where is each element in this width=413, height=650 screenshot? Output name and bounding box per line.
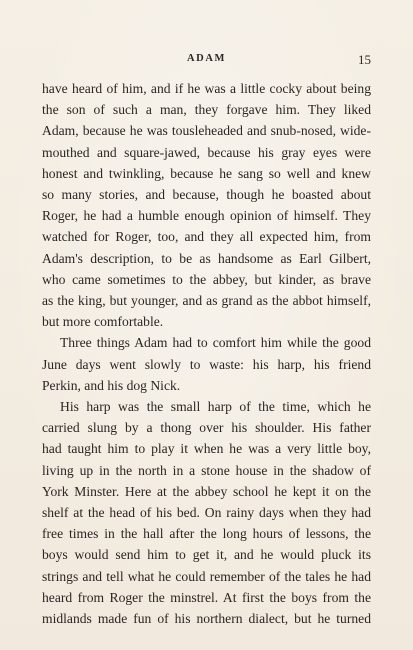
text-line: watched for Roger, too, and they all expected him, from bbox=[42, 229, 371, 245]
text-line: midlands made fun of his northern dialect, but he turned bbox=[42, 611, 371, 627]
text-line: Adam, because he was tousleheaded and snub-nosed, wide- bbox=[42, 123, 371, 139]
text-line: carried slung by a thong over his shoulder. His father bbox=[42, 420, 371, 436]
text-line: mouthed and square-jawed, because his gray eyes were bbox=[42, 144, 371, 160]
text-line: living up in the north in a stone house in the shadow of bbox=[42, 462, 371, 478]
page-number: 15 bbox=[358, 52, 371, 67]
text-line: His harp was the small harp of the time, which he bbox=[60, 399, 371, 415]
paragraph-3 bbox=[42, 396, 371, 629]
text-line: Three things Adam had to comfort him while the good bbox=[60, 335, 371, 351]
text-line: honest and twinkling, because he sang so well and knew bbox=[42, 165, 371, 181]
paragraph-1 bbox=[42, 78, 371, 332]
text-line: had taught him to play it when he was a very little boy, bbox=[42, 441, 371, 457]
text-line: so many stories, and because, though he boasted about bbox=[42, 187, 371, 203]
text-line: have heard of him, and if he was a little cocky about being bbox=[42, 81, 371, 96]
running-head-title: ADAM bbox=[186, 53, 227, 64]
text-line: but more comfortable. bbox=[42, 314, 164, 330]
text-line: heard from Roger the minstrel. At first the boys from the bbox=[42, 589, 371, 605]
text-line: York Minster. Here at the abbey school he kept it on the bbox=[42, 483, 371, 499]
text-line: Roger, he had a humble enough opinion of himself. They bbox=[42, 208, 371, 224]
text-line: shelf at the head of his bed. On rainy days when they had bbox=[42, 505, 371, 521]
body-text bbox=[42, 78, 371, 629]
text-line: June days went slowly to waste: his harp, his friend bbox=[42, 356, 371, 372]
text-line: free times in the hall after the long hours of lessons, the bbox=[42, 526, 371, 542]
paragraph-2 bbox=[42, 332, 371, 396]
running-head bbox=[0, 53, 413, 69]
text-line: Perkin, and his dog Nick. bbox=[42, 377, 181, 393]
text-line: strings and tell what he could remember of the tales he had bbox=[42, 568, 371, 584]
text-line: boys would send him to get it, and he would pluck its bbox=[42, 547, 371, 563]
text-line: Adam's description, to be as handsome as Earl Gilbert, bbox=[42, 250, 371, 266]
text-line: who came sometimes to the abbey, but kinder, as brave bbox=[42, 271, 371, 287]
text-line: as the king, but younger, and as grand as the abbot himself, bbox=[42, 293, 371, 309]
text-line: the son of such a man, they forgave him. They liked bbox=[42, 102, 371, 118]
